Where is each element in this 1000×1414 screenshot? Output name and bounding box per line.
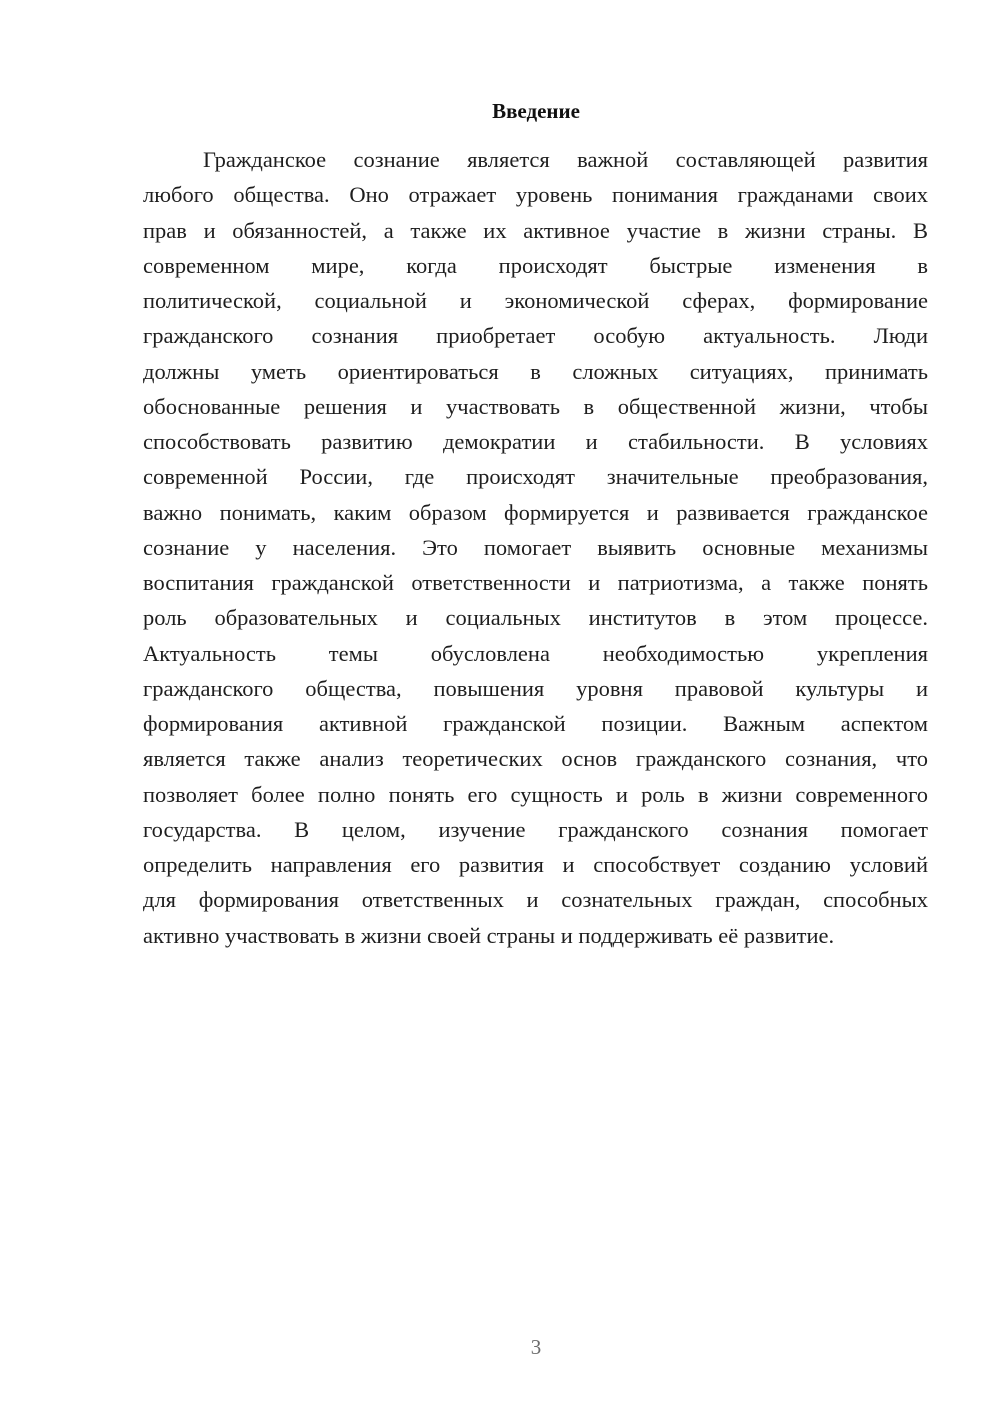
- paragraph-line: способствовать развитию демократии и стабильности. В условиях: [143, 429, 928, 454]
- paragraph-line: гражданского сознания приобретает особую актуальность. Люди: [143, 323, 928, 349]
- paragraph-line: Гражданское сознание является важной составляющей развития: [203, 147, 928, 172]
- section-heading: Введение: [492, 99, 580, 123]
- paragraph-line: Актуальность темы обусловлена необходимостью укрепления: [143, 640, 928, 666]
- paragraph-line: государства. В целом, изучение гражданского сознания помогает: [143, 816, 928, 842]
- paragraph-line: воспитания гражданской ответственности и патриотизма, а также понять: [143, 570, 928, 595]
- paragraph-line: политической, социальной и экономической сферах, формирование: [143, 288, 928, 313]
- paragraph-line: современной России, где происходят значительные преобразования,: [143, 464, 928, 490]
- body-paragraph: [143, 142, 928, 962]
- paragraph-line: обоснованные решения и участвовать в общественной жизни, чтобы: [143, 393, 928, 419]
- paragraph-line: формирования активной гражданской позиции. Важным аспектом: [143, 711, 928, 736]
- paragraph-line: гражданского общества, повышения уровня правовой культуры и: [143, 675, 928, 701]
- paragraph-line: прав и обязанностей, а также их активное участие в жизни страны. В: [143, 217, 928, 243]
- page-number: 3: [530, 1335, 542, 1359]
- paragraph-line: любого общества. Оно отражает уровень понимания гражданами своих: [143, 182, 928, 208]
- paragraph-line: определить направления его развития и способствует созданию условий: [143, 852, 928, 877]
- paragraph-line: роль образовательных и социальных институтов в этом процессе.: [143, 605, 928, 631]
- paragraph-line: сознание у населения. Это помогает выявить основные механизмы: [143, 534, 928, 560]
- paragraph-line: позволяет более полно понять его сущность и роль в жизни современного: [143, 781, 928, 807]
- paragraph-line: является также анализ теоретических основ гражданского сознания, что: [143, 746, 928, 772]
- paragraph-line: должны уметь ориентироваться в сложных ситуациях, принимать: [143, 358, 928, 384]
- paragraph-line: активно участвовать в жизни своей страны и поддерживать её развитие.: [143, 922, 835, 948]
- paragraph-line: для формирования ответственных и сознательных граждан, способных: [143, 887, 928, 913]
- paragraph-line: важно понимать, каким образом формируется и развивается гражданское: [143, 499, 928, 525]
- paragraph-line: современном мире, когда происходят быстрые изменения в: [143, 252, 928, 278]
